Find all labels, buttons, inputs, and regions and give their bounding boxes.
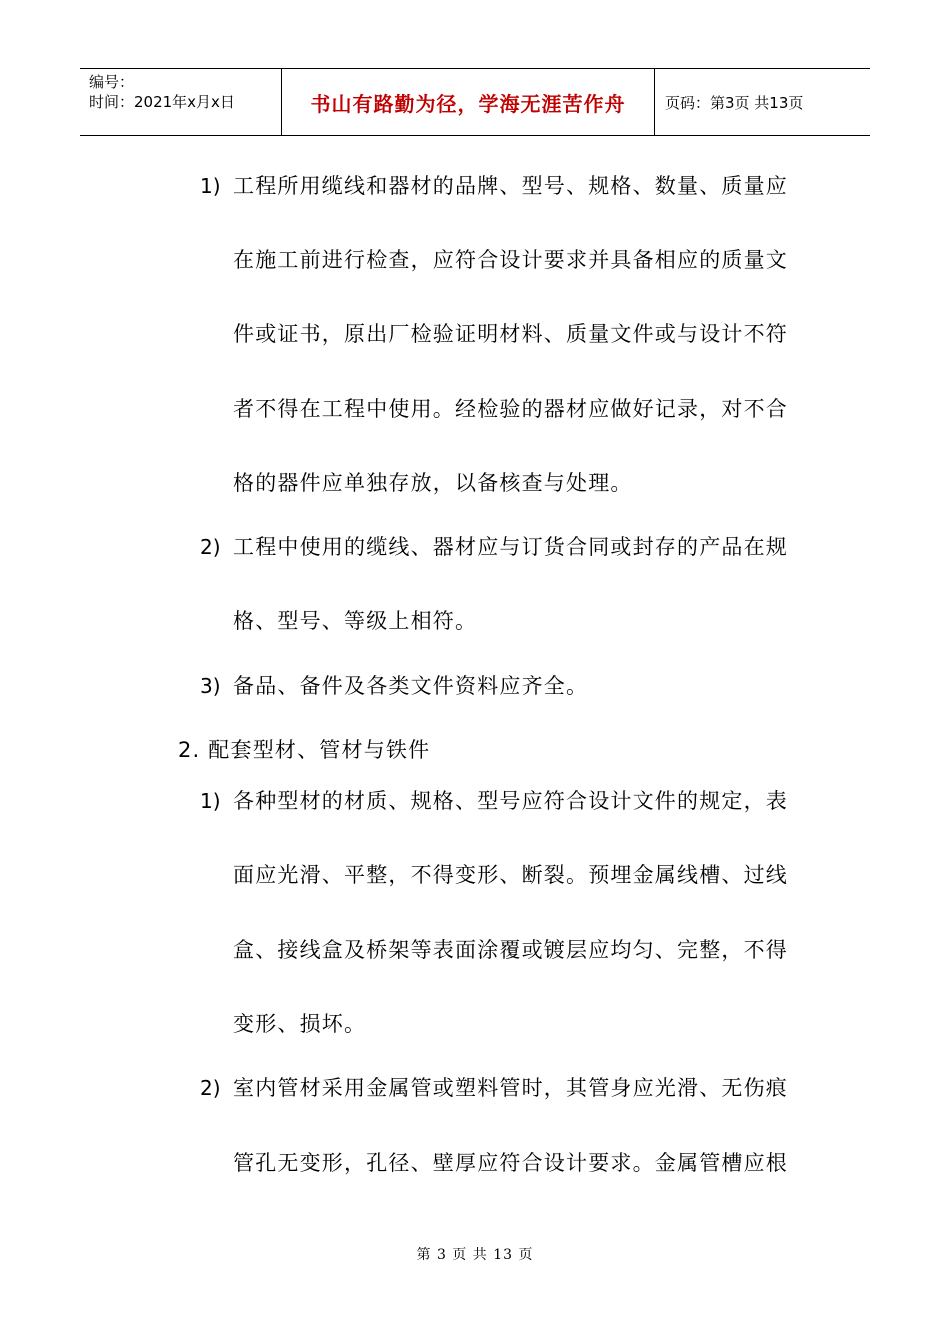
item-number: 3) xyxy=(200,674,221,698)
page-footer: 第 3 页 共 13 页 xyxy=(416,1247,534,1263)
paragraph-line: 备品、备件及各类文件资料应齐全。 xyxy=(233,674,589,698)
paragraph-line: 变形、损坏。 xyxy=(233,1012,367,1036)
paragraph-line: 盒、接线盒及桥架等表面涂覆或镀层应均匀、完整，不得 xyxy=(233,938,788,962)
paragraph-line: 工程中使用的缆线、器材应与订货合同或封存的产品在规 xyxy=(233,535,788,559)
paragraph-line: 者不得在工程中使用。经检验的器材应做好记录，对不合 xyxy=(233,397,788,421)
paragraph-line: 工程所用缆线和器材的品牌、型号、规格、数量、质量应 xyxy=(233,174,788,198)
paragraph-line: 格的器件应单独存放，以备核查与处理。 xyxy=(233,471,633,495)
date-label: 时间：2021年x月x日 xyxy=(89,93,235,111)
header-meta-cell xyxy=(80,69,282,135)
paragraph-line: 在施工前进行检查，应符合设计要求并具备相应的质量文 xyxy=(233,248,788,272)
paragraph-line: 各种型材的材质、规格、型号应符合设计文件的规定，表 xyxy=(233,789,788,813)
paragraph-line: 件或证书，原出厂检验证明材料、质量文件或与设计不符 xyxy=(233,322,788,346)
paragraph-line: 面应光滑、平整，不得变形、断裂。预埋金属线槽、过线 xyxy=(233,863,788,887)
header-motto: 书山有路勤为径，学海无涯苦作舟 xyxy=(282,69,655,135)
item-number: 2) xyxy=(200,1076,221,1100)
paragraph-line: 格、型号、等级上相符。 xyxy=(233,609,478,633)
item-number: 1) xyxy=(200,174,221,198)
paragraph-line: 室内管材采用金属管或塑料管时，其管身应光滑、无伤痕 xyxy=(233,1076,788,1100)
item-number: 1) xyxy=(200,789,221,813)
serial-label: 编号： xyxy=(89,73,135,91)
section-heading: 2. 配套型材、管材与铁件 xyxy=(178,738,431,762)
header-page-info: 页码：第3页 共13页 xyxy=(665,93,804,112)
item-number: 2) xyxy=(200,535,221,559)
header-table xyxy=(80,68,870,136)
paragraph-line: 管孔无变形，孔径、壁厚应符合设计要求。金属管槽应根 xyxy=(233,1151,788,1175)
